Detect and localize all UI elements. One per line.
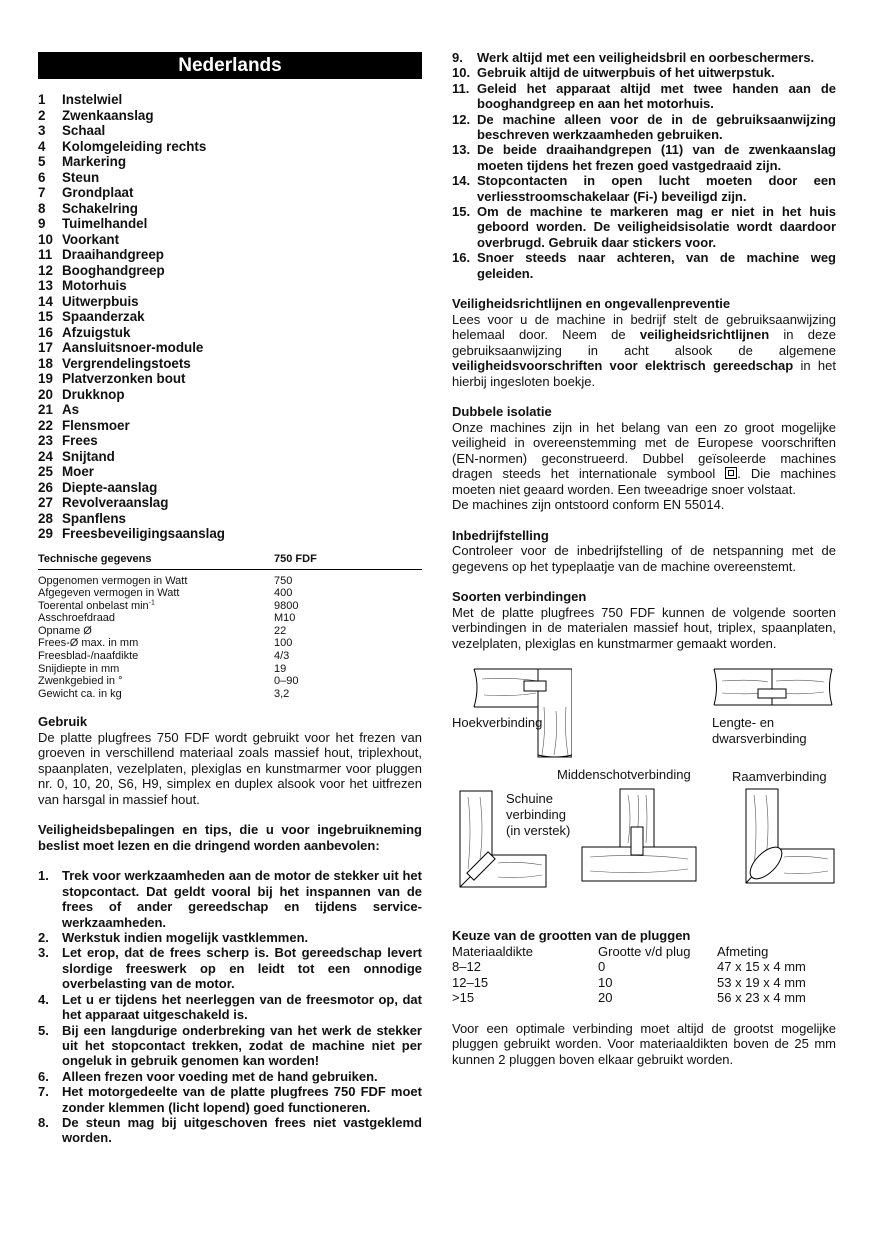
list-item: 13 Motorhuis <box>38 278 127 293</box>
plug-sizes <box>452 928 836 1067</box>
safety-list-left <box>38 868 422 1145</box>
specs-header: Technische gegevens 750 FDF <box>38 552 422 570</box>
table-row: Asschroefdraad M10 <box>38 612 296 625</box>
list-item: 29 Freesbeveiligingsaanslag <box>38 526 225 541</box>
list-item: 28 Spanflens <box>38 510 126 526</box>
table-row: Gewicht ca. in kg 3,2 <box>38 687 290 700</box>
list-item: 22 Flensmoer <box>38 417 130 433</box>
table-row: >15 20 56 x 23 x 4 mm <box>452 990 806 1006</box>
list-item: 6 Steun <box>38 169 100 185</box>
parts-list <box>38 92 422 542</box>
miter-joint-label-1: Schuine <box>506 791 553 807</box>
table-row: 12–15 10 53 x 19 x 4 mm <box>452 974 806 990</box>
usage-heading: Gebruik <box>38 714 88 730</box>
table-row: Snijdiepte in mm 19 <box>38 662 287 675</box>
specs-table <box>38 552 422 701</box>
table-row: Toerental onbelast $\min^{-1}$ 9800 <box>38 599 299 612</box>
double-insulation-heading: Dubbele isolatie <box>452 404 552 420</box>
startup-text: Controleer voor de inbedrijfstelling of de netspanning met de gegevens op het typeplaatje van de machine overeenstemt. <box>452 543 836 574</box>
list-item: 20 Drukknop <box>38 386 125 402</box>
double-insulation-note: De machines zijn ontstoord conform EN 55014. <box>452 497 725 513</box>
list-item: 10 Voorkant <box>38 231 120 247</box>
list-item: 26 Diepte-aanslag <box>38 479 158 495</box>
table-row: Zwenkgebied in ° 0–90 <box>38 675 299 688</box>
list-item: 12. De machine alleen voor de in de gebruiksaanwijzing beschreven werkzaamheden gebruiken. <box>452 111 836 143</box>
list-item: 15 Spaanderzak <box>38 309 145 324</box>
sizes-heading: Keuze van de grootten van de pluggen <box>452 928 691 944</box>
list-item: 24 Snijtand <box>38 448 115 464</box>
corner-joint-label: Hoekverbinding <box>452 715 543 731</box>
list-item: 27 Revolveraanslag <box>38 495 169 510</box>
frame-joint-label: Raamverbinding <box>732 769 827 785</box>
list-item: 1 Instelwiel <box>38 92 123 107</box>
list-item: 2 Zwenkaanslag <box>38 107 154 123</box>
length-joint-label-2: dwarsverbinding <box>712 731 807 747</box>
safety-intro: Veiligheidsbepalingen en tips, die u voor ingebruikneming beslist moet lezen en die dringend worden aanbevolen: <box>38 822 422 853</box>
miter-joint-label-3: (in verstek) <box>506 823 571 839</box>
joints-text: Met de platte plugfrees 750 FDF kunnen de volgende soorten verbindingen in de materialen massief hout, triplex, spaanplaten, vezelplaten, plexiglas en kunstmarmer gemaakt worden. <box>452 604 836 651</box>
list-item: 15. Om de machine te markeren mag er niet in het huis geboord worden. De veiligheidsisolatie wordt daardoor overbrugd. Gebruik daar stickers voor. <box>452 204 836 250</box>
joints-heading: Soorten verbindingen <box>452 589 587 605</box>
safety-list-right <box>452 50 836 281</box>
table-row: Afgegeven vermogen in Watt 400 <box>38 587 293 600</box>
miter-joint-label-2: verbinding <box>506 807 566 823</box>
length-joint-illustration <box>712 667 834 709</box>
list-item: 11 Draaihandgreep <box>38 247 164 262</box>
table-row: Frees-Ø max. in mm 100 <box>38 637 293 650</box>
list-item: 9 Tuimelhandel <box>38 216 148 231</box>
prevention-heading: Veiligheidsrichtlijnen en ongevallenpreventie <box>452 296 731 312</box>
list-item: 14. Stopcontacten in open lucht moeten door een verliesstroomschakelaar (Fi-) beveiligd zijn. <box>452 173 836 204</box>
startup-heading: Inbedrijfstelling <box>452 527 549 543</box>
list-item: 16. Snoer steeds naar achteren, van de machine weg geleiden. <box>452 250 836 281</box>
joints-figure <box>452 663 836 918</box>
list-item: 4. Let u er tijdens het neerleggen van de freesmotor op, dat het apparaat uitgeschakeld is. <box>38 991 422 1023</box>
language-title: Nederlands <box>38 52 422 79</box>
right-column <box>452 50 836 1067</box>
list-item: 1. Trek voor werkzaamheden aan de motor de stekker uit het stopcontact. Dat geldt vooral bij het inspannen van de frees of ander gereedschap en tijdens service-werkzaamheden. <box>38 868 422 930</box>
list-item: 14 Uitwerpbuis <box>38 293 139 309</box>
usage-text: De platte plugfrees 750 FDF wordt gebruikt voor het frezen van groeven in verschillend materiaal zoals massief hout, triplexhout, spaanplaten, vezelplaten, plexiglas en kunstmarmer voor pluggen nr. 0, 10, 20, S6, H9, simplex en duplex alsook voor het uitfrezen van harsgal in massief hout. <box>38 729 422 807</box>
table-row: 8–12 0 47 x 15 x 4 mm <box>452 959 806 975</box>
sizes-header-row: Materiaaldikte Grootte v/d plug Afmeting <box>452 943 769 959</box>
table-row: Opgenomen vermogen in Watt 750 <box>38 574 293 587</box>
frame-joint-illustration <box>744 787 836 885</box>
list-item: 23 Frees <box>38 433 98 448</box>
corner-joint-illustration <box>472 667 572 759</box>
list-item: 12 Booghandgreep <box>38 262 165 278</box>
table-row: Opname Ø 22 <box>38 624 287 637</box>
list-item: 3 Schaal <box>38 123 106 138</box>
double-insulation-text: Onze machines zijn in het belang van een zo groot mogelijke veiligheid in overeenstemming met de Europese voorschriften (EN-normen) geconstrueerd. Dubbel geïsoleerde machines dragen steeds het internationale symbool . Die machines moeten niet geaard worden. Een tweeadrige snoer volstaat. <box>452 419 836 497</box>
list-item: 18 Vergrendelingstoets <box>38 355 191 371</box>
middle-joint-label: Middenschotverbinding <box>557 767 691 783</box>
list-item: 21 As <box>38 402 80 417</box>
list-item: 9. Werk altijd met een veiligheidsbril en oorbeschermers. <box>452 50 815 65</box>
list-item: 7 Grondplaat <box>38 185 134 200</box>
list-item: 7. Het motorgedeelte van de platte plugfrees 750 FDF moet zonder klemmen (licht lopend) goed functioneren. <box>38 1084 422 1115</box>
list-item: 16 Afzuigstuk <box>38 324 131 340</box>
list-item: 4 Kolomgeleiding rechts <box>38 138 207 154</box>
table-row: Freesblad-/naafdikte 4/3 <box>38 650 290 663</box>
list-item: 17 Aansluitsnoer-module <box>38 340 204 355</box>
middle-joint-illustration <box>580 787 698 883</box>
double-insulation-icon <box>725 467 737 479</box>
list-item: 10. Gebruik altijd de uitwerpbuis of het uitwerpstuk. <box>452 65 775 81</box>
list-item: 5 Markering <box>38 154 126 169</box>
length-joint-label-1: Lengte- en <box>712 715 775 731</box>
left-column <box>38 50 422 1146</box>
sizes-note: Voor een optimale verbinding moet altijd de grootst mogelijke pluggen gebruikt worden. Voor materiaaldikten boven de 25 mm kunnen 2 pluggen boven elkaar gebruikt worden. <box>452 1020 836 1067</box>
list-item: 6. Alleen frezen voor voeding met de hand gebruiken. <box>38 1068 378 1084</box>
list-item: 8 Schakelring <box>38 200 138 216</box>
list-item: 2. Werkstuk indien mogelijk vastklemmen. <box>38 930 309 946</box>
prevention-text: Lees voor u de machine in bedrijf stelt de gebruiksaanwijzing helemaal door. Neem de veiligheidsrichtlijnen in deze gebruiksaanwijzing in acht alsook de algemene veiligheidsvoorschriften voor elektrisch gereedschap in het hierbij ingesloten boekje. <box>452 311 836 389</box>
list-item: 5. Bij een langdurige onderbreking van het werk de stekker uit het stopcontact trekken, zodat de machine niet per ongeluk in gebruik genomen kan worden! <box>38 1022 422 1069</box>
list-item: 3. Let erop, dat de frees scherp is. Bot gereedschap levert slordige freeswerk op en leidt tot een onnodige overbelasting van de motor. <box>38 945 422 992</box>
list-item: 8. De steun mag bij uitgeschoven frees niet vastgeklemd worden. <box>38 1114 422 1146</box>
list-item: 19 Platverzonken bout <box>38 371 186 386</box>
list-item: 13. De beide draaihandgrepen (11) van de zwenkaanslag moeten tijdens het frezen goed vastgedraaid zijn. <box>452 142 836 173</box>
list-item: 25 Moer <box>38 464 94 479</box>
list-item: 11. Geleid het apparaat altijd met twee handen aan de booghandgreep en aan het motorhuis. <box>452 80 836 112</box>
